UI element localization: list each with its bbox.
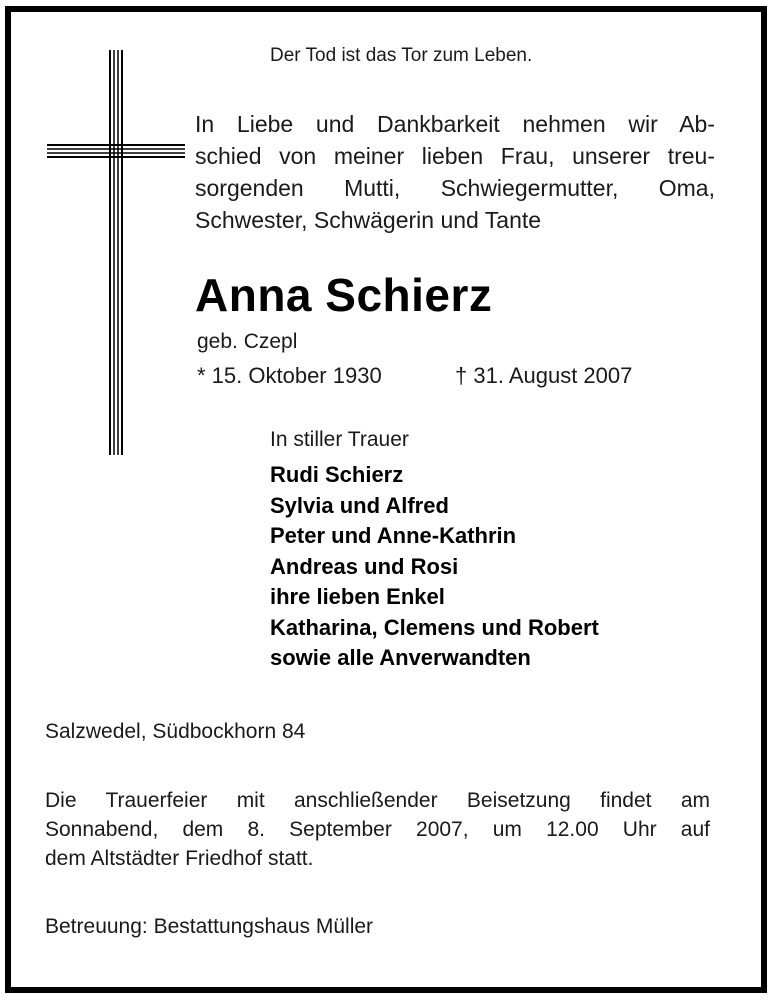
maiden-name: geb. Czepl — [197, 330, 298, 353]
deceased-name: Anna Schierz — [195, 269, 493, 321]
intro-line: schied von meiner lieben Frau, unserer treu- — [195, 143, 715, 169]
ceremony-line: Sonnabend, dem 8. September 2007, um 12.00 Uhr auf — [45, 818, 710, 841]
undertaker: Betreuung: Bestattungshaus Müller — [45, 915, 374, 938]
mourners-list — [270, 460, 599, 674]
mourner-item: Katharina, Clemens und Robert — [270, 614, 599, 640]
address: Salzwedel, Südbockhorn 84 — [45, 720, 306, 743]
intro-line: sorgenden Mutti, Schwiegermutter, Oma, — [195, 175, 715, 201]
ceremony-line: dem Altstädter Friedhof statt. — [45, 847, 314, 870]
intro-text — [195, 108, 715, 236]
mourner-item: Sylvia und Alfred — [270, 492, 449, 518]
mourner-item: sowie alle Anverwandten — [270, 645, 531, 670]
birth-date: * 15. Oktober 1930 — [197, 363, 382, 388]
ceremony-info — [45, 786, 710, 873]
mourning-label: In stiller Trauer — [270, 428, 409, 451]
mourner-item: Rudi Schierz — [270, 462, 404, 487]
ceremony-line: Die Trauerfeier mit anschließender Beisetzung findet am — [45, 789, 710, 812]
intro-line: Schwester, Schwägerin und Tante — [195, 207, 542, 233]
mourner-item: ihre lieben Enkel — [270, 584, 445, 609]
motto: Der Tod ist das Tor zum Leben. — [270, 45, 533, 66]
christian-cross-icon — [40, 45, 190, 460]
mourner-item: Peter und Anne-Kathrin — [270, 523, 517, 548]
intro-line: In Liebe und Dankbarkeit nehmen wir Ab- — [195, 111, 715, 137]
mourner-item: Andreas und Rosi — [270, 553, 459, 579]
death-date: † 31. August 2007 — [455, 363, 633, 388]
